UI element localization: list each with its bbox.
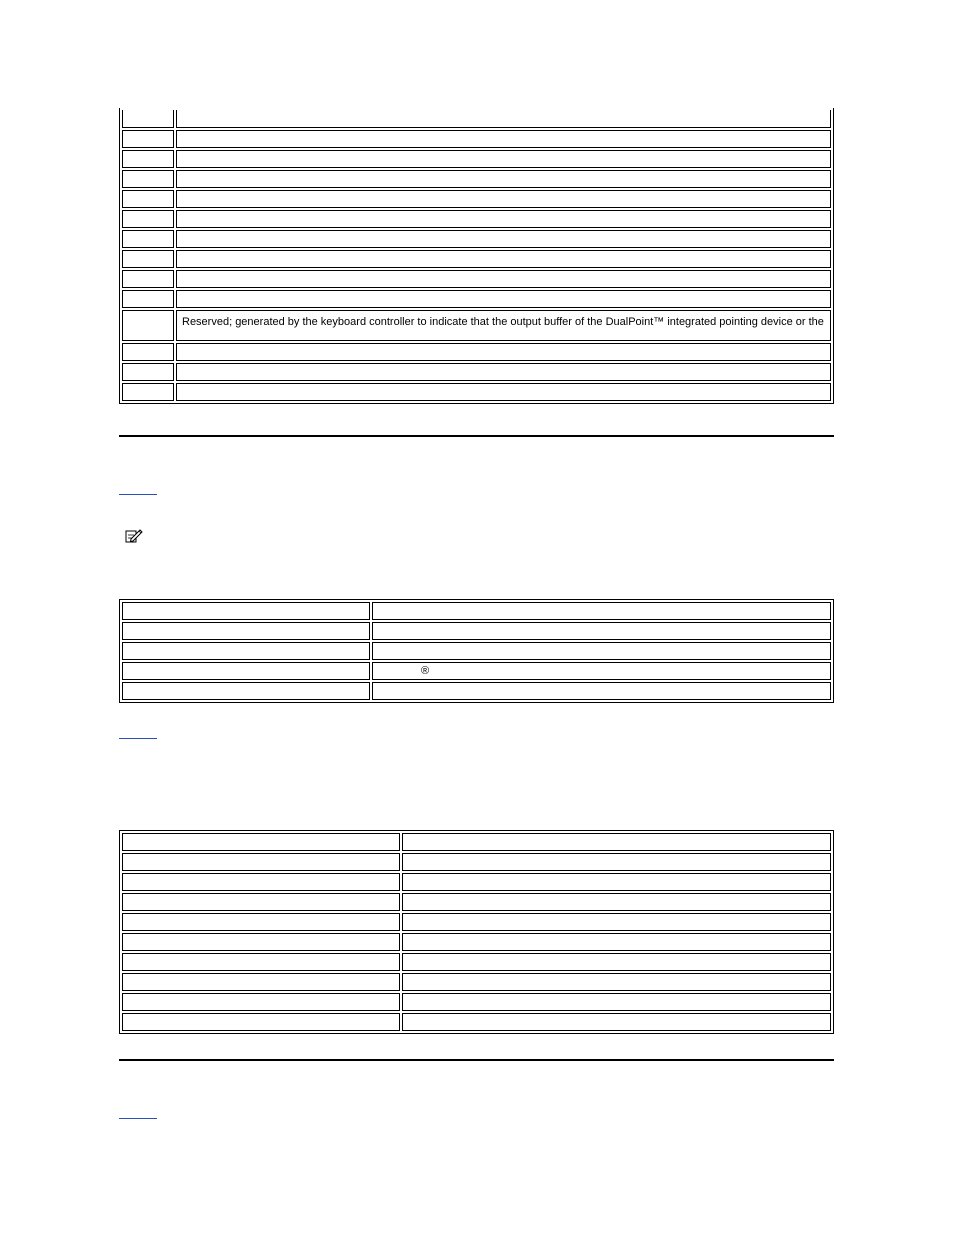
table-row — [122, 130, 831, 148]
table-row — [122, 383, 831, 401]
table-cell — [122, 642, 370, 660]
table-row — [122, 110, 831, 128]
table-cell — [176, 363, 831, 381]
table-row — [122, 270, 831, 288]
table-row — [122, 230, 831, 248]
table-cell — [176, 383, 831, 401]
table-cell — [122, 853, 400, 871]
table-cell — [402, 833, 831, 851]
registered-mark: ® — [421, 665, 430, 677]
table-cell — [176, 230, 831, 248]
irq-table — [119, 108, 834, 404]
table-cell — [122, 682, 370, 700]
table-cell — [122, 310, 174, 341]
note-pencil-icon — [124, 528, 144, 544]
table-cell — [122, 170, 174, 188]
table-cell — [122, 602, 370, 620]
table-cell — [372, 662, 831, 680]
table-row — [122, 933, 831, 951]
horizontal-rule — [119, 1059, 834, 1061]
reserved-description: Reserved; generated by the keyboard controller to indicate that the output buffer of the DualPoint™ integrated pointing device or the — [176, 310, 831, 341]
table-cell — [176, 210, 831, 228]
table-cell — [176, 110, 831, 128]
table-cell — [402, 873, 831, 891]
table-cell — [122, 833, 400, 851]
device-table — [119, 599, 834, 703]
table-cell — [122, 383, 174, 401]
table-cell — [176, 150, 831, 168]
table-cell — [372, 622, 831, 640]
table-row — [122, 290, 831, 308]
table-cell — [176, 250, 831, 268]
table-cell — [402, 933, 831, 951]
table-row — [122, 363, 831, 381]
table-row — [122, 913, 831, 931]
table-row — [122, 642, 831, 660]
back-to-top-link[interactable] — [119, 738, 157, 739]
table-cell — [122, 873, 400, 891]
table-cell — [122, 290, 174, 308]
table-row — [122, 602, 831, 620]
table-cell — [122, 893, 400, 911]
table-row — [122, 833, 831, 851]
back-to-top-link[interactable] — [119, 1118, 157, 1119]
table-row — [122, 250, 831, 268]
back-to-top-link[interactable] — [119, 494, 157, 495]
table-cell — [122, 110, 174, 128]
table-row — [122, 953, 831, 971]
table-cell — [176, 130, 831, 148]
table-cell — [402, 953, 831, 971]
table-cell — [122, 230, 174, 248]
table-cell — [122, 363, 174, 381]
table-cell — [122, 343, 174, 361]
table-cell — [372, 682, 831, 700]
table-row — [122, 622, 831, 640]
horizontal-rule — [119, 435, 834, 437]
table-row — [122, 973, 831, 991]
table-cell — [122, 250, 174, 268]
table-cell — [122, 953, 400, 971]
table-row — [122, 150, 831, 168]
table-row — [122, 662, 831, 680]
table-row — [122, 1013, 831, 1031]
table-row — [122, 310, 831, 341]
table-row — [122, 190, 831, 208]
table-row — [122, 682, 831, 700]
table-cell — [122, 150, 174, 168]
table-row — [122, 893, 831, 911]
table-cell — [176, 190, 831, 208]
table-cell — [402, 1013, 831, 1031]
table-cell — [372, 602, 831, 620]
table-cell — [122, 190, 174, 208]
table-cell — [176, 170, 831, 188]
table-cell — [122, 993, 400, 1011]
table-cell — [122, 210, 174, 228]
table-cell — [122, 622, 370, 640]
table-cell — [122, 973, 400, 991]
table-cell — [176, 343, 831, 361]
table-cell — [122, 270, 174, 288]
table-cell — [402, 913, 831, 931]
table-cell — [402, 973, 831, 991]
table-row — [122, 170, 831, 188]
address-table — [119, 830, 834, 1034]
table-cell — [372, 642, 831, 660]
table-row — [122, 210, 831, 228]
table-cell — [122, 933, 400, 951]
table-row — [122, 993, 831, 1011]
table-row — [122, 873, 831, 891]
table-cell — [402, 853, 831, 871]
table-row — [122, 853, 831, 871]
table-cell — [122, 662, 370, 680]
table-cell — [122, 913, 400, 931]
table-cell — [402, 893, 831, 911]
table-cell — [176, 290, 831, 308]
table-row — [122, 343, 831, 361]
table-cell — [122, 130, 174, 148]
table-cell — [122, 1013, 400, 1031]
table-cell — [176, 270, 831, 288]
table-cell — [402, 993, 831, 1011]
